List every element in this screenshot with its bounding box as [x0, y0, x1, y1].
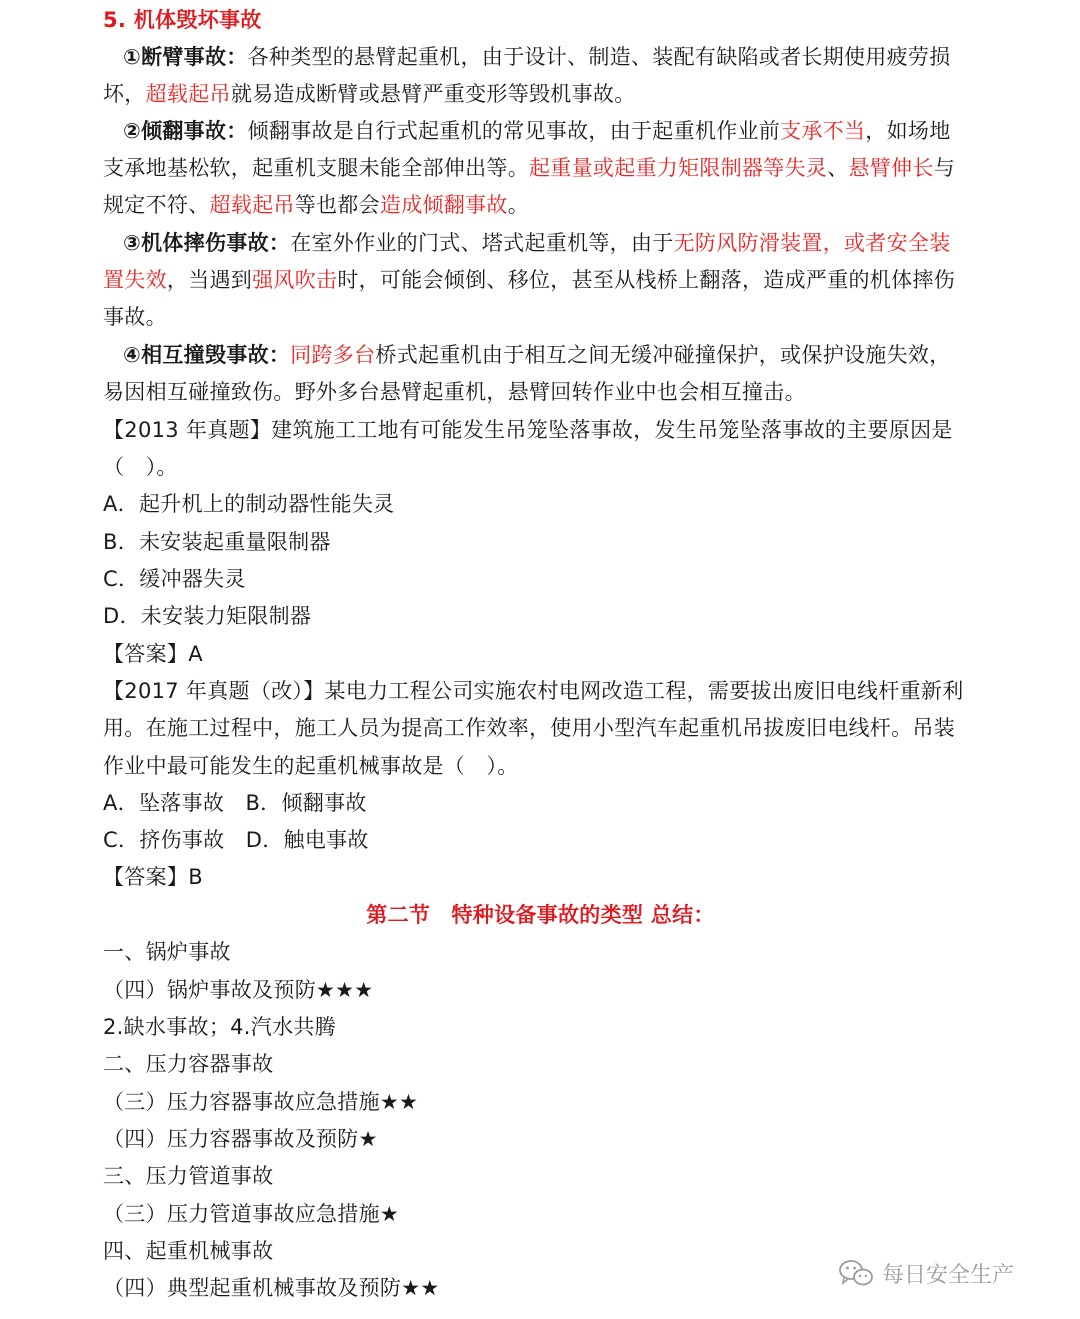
summary-line: 三、压力管道事故 — [103, 1164, 274, 1188]
question-2017-line2: 用。在施工过程中，施工人员为提高工作效率，使用小型汽车起重机吊拔废旧电线杆。吊装 — [103, 716, 955, 740]
question-2013-answer: 【答案】A — [103, 642, 203, 666]
question-2013-option-c: C．缓冲器失灵 — [103, 567, 246, 591]
paragraph-fall-damage-line3: 事故。 — [103, 305, 167, 329]
paragraph-overturn-line3: 规定不符、超载起吊等也都会造成倾翻事故。 — [103, 193, 530, 217]
highlight-text: 超载起吊 — [145, 82, 231, 106]
broken-arm-label: ①断臂事故： — [123, 45, 248, 69]
summary-line: （三）压力容器事故应急措施★★ — [103, 1090, 419, 1114]
highlight-text: 置失效 — [103, 268, 167, 292]
summary-line: 四、起重机械事故 — [103, 1239, 274, 1263]
wechat-watermark — [838, 1253, 1014, 1293]
summary-line: 一、锅炉事故 — [103, 940, 231, 964]
watermark-text: 每日安全生产 — [882, 1262, 1015, 1288]
question-2017-options-row1: A．坠落事故 B．倾翻事故 — [103, 791, 367, 815]
highlight-text: 起重量或起重力矩限制器等失灵 — [529, 156, 828, 180]
paragraph-broken-arm-line1: ①断臂事故：各种类型的悬臂起重机，由于设计、制造、装配有缺陷或者长期使用疲劳损 — [123, 45, 951, 69]
paragraph-collision-line2: 易因相互碰撞致伤。野外多台悬臂起重机，悬臂回转作业中也会相互撞击。 — [103, 380, 806, 404]
summary-line: （三）压力管道事故应急措施★ — [103, 1202, 400, 1226]
question-2013-line2: （ ）。 — [103, 455, 178, 479]
highlight-text: 同跨多台 — [290, 343, 376, 367]
highlight-text: 造成倾翻事故 — [379, 193, 508, 217]
question-2017-answer: 【答案】B — [103, 865, 203, 889]
highlight-text: 悬臂伸长 — [848, 156, 934, 180]
question-2017-options-row2: C．挤伤事故 D．触电事故 — [103, 828, 369, 852]
summary-line: 二、压力容器事故 — [103, 1052, 274, 1076]
summary-line: 2.缺水事故；4.汽水共腾 — [103, 1015, 336, 1039]
highlight-text: 无防风防滑装置，或者安全装 — [673, 231, 951, 255]
highlight-text: 强风吹击 — [252, 268, 338, 292]
question-2013-option-a: A．起升机上的制动器性能失灵 — [103, 492, 395, 516]
wechat-icon — [838, 1258, 874, 1288]
question-2013-option-d: D．未安装力矩限制器 — [103, 604, 312, 628]
question-2013-option-b: B．未安装起重量限制器 — [103, 530, 331, 554]
question-2017-line3: 作业中最可能发生的起重机械事故是（ ）。 — [103, 754, 519, 778]
highlight-text: 超载起吊 — [209, 193, 295, 217]
summary-line: （四）典型起重机械事故及预防★★ — [103, 1276, 440, 1300]
paragraph-broken-arm-line2: 坏，超载起吊就易造成断臂或悬臂严重变形等毁机事故。 — [103, 82, 636, 106]
paragraph-fall-damage-line1: ③机体摔伤事故：在室外作业的门式、塔式起重机等，由于无防风防滑装置，或者安全装 — [123, 231, 951, 255]
fall-damage-label: ③机体摔伤事故： — [123, 231, 291, 255]
question-2013-line1: 【2013 年真题】建筑施工工地有可能发生吊笼坠落事故，发生吊笼坠落事故的主要原因是 — [103, 418, 953, 442]
overturn-label: ②倾翻事故： — [123, 119, 248, 143]
paragraph-collision-line1: ④相互撞毁事故：同跨多台桥式起重机由于相互之间无缓冲碰撞保护，或保护设施失效， — [123, 343, 951, 367]
paragraph-overturn-line1: ②倾翻事故：倾翻事故是自行式起重机的常见事故，由于起重机作业前支承不当，如场地 — [123, 119, 951, 143]
summary-title: 第二节 特种设备事故的类型 总结： — [366, 903, 715, 927]
collision-label: ④相互撞毁事故： — [123, 343, 291, 367]
summary-line: （四）锅炉事故及预防★★★ — [103, 978, 374, 1002]
highlight-text: 支承不当 — [780, 119, 866, 143]
summary-line: （四）压力容器事故及预防★ — [103, 1127, 378, 1151]
paragraph-fall-damage-line2: 置失效，当遇到强风吹击时，可能会倾倒、移位，甚至从栈桥上翻落，造成严重的机体摔伤 — [103, 268, 956, 292]
section-heading: 5. 机体毁坏事故 — [103, 8, 262, 32]
paragraph-overturn-line2: 支承地基松软，起重机支腿未能全部伸出等。起重量或起重力矩限制器等失灵、悬臂伸长与 — [103, 156, 956, 180]
question-2017-line1: 【2017 年真题（改）】某电力工程公司实施农村电网改造工程，需要拔出废旧电线杆重新利 — [103, 679, 964, 703]
